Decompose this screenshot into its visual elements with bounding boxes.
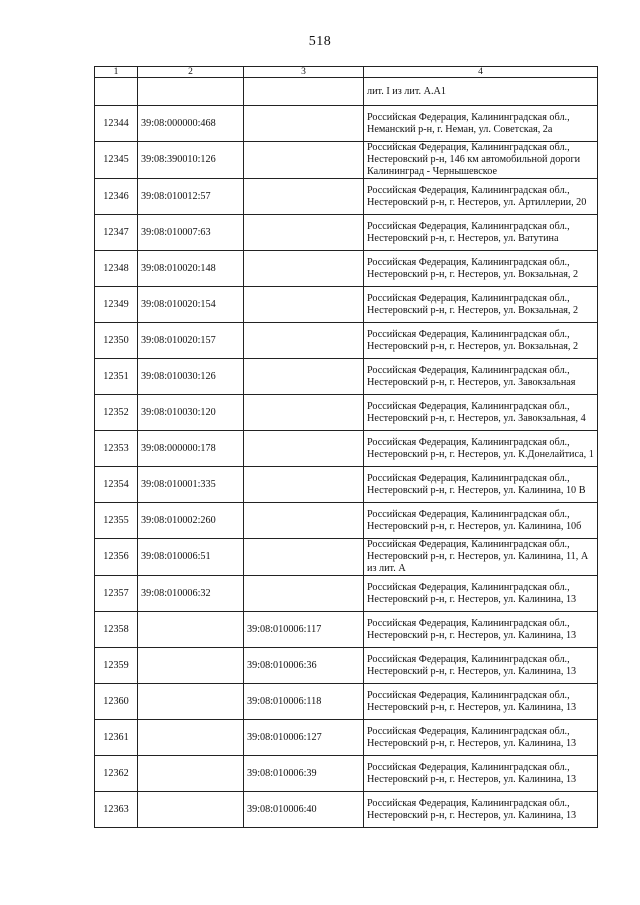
table-row — [95, 78, 598, 106]
building-cadastral-number: 39:08:010006:36 — [244, 648, 364, 684]
cadastral-number: 39:08:000000:468 — [138, 106, 244, 142]
building-cadastral-number — [244, 576, 364, 612]
address-cell: Российская Федерация, Калининградская обл., Нестеровский р-н, г. Нестеров, ул. Завокзальная, 4 — [364, 395, 598, 431]
address-cell: Российская Федерация, Калининградская обл., Нестеровский р-н, г. Нестеров, ул. Артиллерии, 20 — [364, 179, 598, 215]
table-row — [95, 720, 598, 756]
address-cell: лит. I из лит. А.А1 — [364, 78, 598, 106]
address-cell: Российская Федерация, Калининградская обл., Нестеровский р-н, г. Нестеров, ул. Калинина, 13 — [364, 612, 598, 648]
row-number: 12360 — [95, 684, 138, 720]
table-row — [95, 684, 598, 720]
registry-table — [94, 66, 598, 828]
row-number: 12355 — [95, 503, 138, 539]
building-cadastral-number — [244, 467, 364, 503]
building-cadastral-number — [244, 251, 364, 287]
cadastral-number: 39:08:010002:260 — [138, 503, 244, 539]
row-number: 12344 — [95, 106, 138, 142]
cadastral-number — [138, 684, 244, 720]
building-cadastral-number — [244, 78, 364, 106]
row-number: 12353 — [95, 431, 138, 467]
address-cell: Российская Федерация, Калининградская обл., Нестеровский р-н, г. Нестеров, ул. Завокзальная — [364, 359, 598, 395]
row-number: 12351 — [95, 359, 138, 395]
table-row — [95, 106, 598, 142]
row-number: 12356 — [95, 539, 138, 576]
column-header-1: 1 — [95, 67, 138, 78]
page-number: 518 — [308, 34, 332, 49]
cadastral-number: 39:08:010030:120 — [138, 395, 244, 431]
building-cadastral-number — [244, 142, 364, 179]
building-cadastral-number — [244, 539, 364, 576]
table-row — [95, 142, 598, 179]
building-cadastral-number — [244, 431, 364, 467]
table-row — [95, 287, 598, 323]
building-cadastral-number — [244, 287, 364, 323]
row-number: 12358 — [95, 612, 138, 648]
building-cadastral-number — [244, 503, 364, 539]
row-number: 12345 — [95, 142, 138, 179]
cadastral-number: 39:08:010020:157 — [138, 323, 244, 359]
building-cadastral-number — [244, 395, 364, 431]
address-cell: Российская Федерация, Калининградская обл., Нестеровский р-н, г. Нестеров, ул. Калинина, 13 — [364, 756, 598, 792]
table-row — [95, 395, 598, 431]
table-row — [95, 251, 598, 287]
address-cell: Российская Федерация, Калининградская обл., Нестеровский р-н, г. Нестеров, ул. Калинина, 13 — [364, 576, 598, 612]
cadastral-number: 39:08:010020:154 — [138, 287, 244, 323]
row-number: 12352 — [95, 395, 138, 431]
table-row — [95, 648, 598, 684]
table-body — [95, 78, 598, 828]
table-row — [95, 756, 598, 792]
address-cell: Российская Федерация, Калининградская обл., Нестеровский р-н, г. Нестеров, ул. Вокзальная, 2 — [364, 323, 598, 359]
building-cadastral-number: 39:08:010006:118 — [244, 684, 364, 720]
building-cadastral-number: 39:08:010006:40 — [244, 792, 364, 828]
address-cell: Российская Федерация, Калининградская обл., Нестеровский р-н, г. Нестеров, ул. Ватутина — [364, 215, 598, 251]
row-number — [95, 78, 138, 106]
table-row — [95, 612, 598, 648]
table-row — [95, 215, 598, 251]
cadastral-number — [138, 78, 244, 106]
building-cadastral-number: 39:08:010006:127 — [244, 720, 364, 756]
row-number: 12354 — [95, 467, 138, 503]
column-number-row — [95, 67, 598, 78]
row-number: 12359 — [95, 648, 138, 684]
cadastral-number — [138, 720, 244, 756]
building-cadastral-number — [244, 359, 364, 395]
cadastral-number: 39:08:010007:63 — [138, 215, 244, 251]
cadastral-number: 39:08:010030:126 — [138, 359, 244, 395]
cadastral-number: 39:08:010020:148 — [138, 251, 244, 287]
address-cell: Российская Федерация, Калининградская обл., Нестеровский р-н, г. Нестеров, ул. К.Донелайтиса, 1 — [364, 431, 598, 467]
column-header-2: 2 — [138, 67, 244, 78]
cadastral-number — [138, 792, 244, 828]
table-row — [95, 503, 598, 539]
building-cadastral-number — [244, 215, 364, 251]
cadastral-number: 39:08:010001:335 — [138, 467, 244, 503]
table-row — [95, 539, 598, 576]
row-number: 12350 — [95, 323, 138, 359]
address-cell: Российская Федерация, Калининградская обл., Нестеровский р-н, г. Нестеров, ул. Вокзальная, 2 — [364, 287, 598, 323]
cadastral-number: 39:08:010012:57 — [138, 179, 244, 215]
cadastral-number — [138, 648, 244, 684]
row-number: 12361 — [95, 720, 138, 756]
table-row — [95, 431, 598, 467]
row-number: 12346 — [95, 179, 138, 215]
cadastral-number — [138, 756, 244, 792]
column-header-3: 3 — [244, 67, 364, 78]
address-cell: Российская Федерация, Калининградская обл., Нестеровский р-н, 146 км автомобильной дороги Калининград - Чернышевское — [364, 142, 598, 179]
cadastral-number: 39:08:000000:178 — [138, 431, 244, 467]
table-row — [95, 792, 598, 828]
address-cell: Российская Федерация, Калининградская обл., Нестеровский р-н, г. Нестеров, ул. Калинина, 13 — [364, 648, 598, 684]
table-row — [95, 323, 598, 359]
table-row — [95, 359, 598, 395]
row-number: 12348 — [95, 251, 138, 287]
row-number: 12363 — [95, 792, 138, 828]
building-cadastral-number — [244, 179, 364, 215]
address-cell: Российская Федерация, Калининградская обл., Нестеровский р-н, г. Нестеров, ул. Калинина, 13 — [364, 720, 598, 756]
row-number: 12357 — [95, 576, 138, 612]
building-cadastral-number — [244, 106, 364, 142]
building-cadastral-number — [244, 323, 364, 359]
table-row — [95, 179, 598, 215]
building-cadastral-number: 39:08:010006:117 — [244, 612, 364, 648]
address-cell: Российская Федерация, Калининградская обл., Нестеровский р-н, г. Нестеров, ул. Калинина, 10б — [364, 503, 598, 539]
table-row — [95, 467, 598, 503]
address-cell: Российская Федерация, Калининградская обл., Нестеровский р-н, г. Нестеров, ул. Калинина, 13 — [364, 684, 598, 720]
building-cadastral-number: 39:08:010006:39 — [244, 756, 364, 792]
row-number: 12362 — [95, 756, 138, 792]
address-cell: Российская Федерация, Калининградская обл., Нестеровский р-н, г. Нестеров, ул. Калинина, 11, А из лит. А — [364, 539, 598, 576]
table-row — [95, 576, 598, 612]
cadastral-number: 39:08:390010:126 — [138, 142, 244, 179]
address-cell: Российская Федерация, Калининградская обл., Нестеровский р-н, г. Нестеров, ул. Вокзальная, 2 — [364, 251, 598, 287]
row-number: 12349 — [95, 287, 138, 323]
cadastral-number: 39:08:010006:51 — [138, 539, 244, 576]
address-cell: Российская Федерация, Калининградская обл., Неманский р-н, г. Неман, ул. Советская, 2а — [364, 106, 598, 142]
cadastral-number — [138, 612, 244, 648]
row-number: 12347 — [95, 215, 138, 251]
column-header-4: 4 — [364, 67, 598, 78]
cadastral-number: 39:08:010006:32 — [138, 576, 244, 612]
address-cell: Российская Федерация, Калининградская обл., Нестеровский р-н, г. Нестеров, ул. Калинина, 13 — [364, 792, 598, 828]
address-cell: Российская Федерация, Калининградская обл., Нестеровский р-н, г. Нестеров, ул. Калинина, 10 В — [364, 467, 598, 503]
